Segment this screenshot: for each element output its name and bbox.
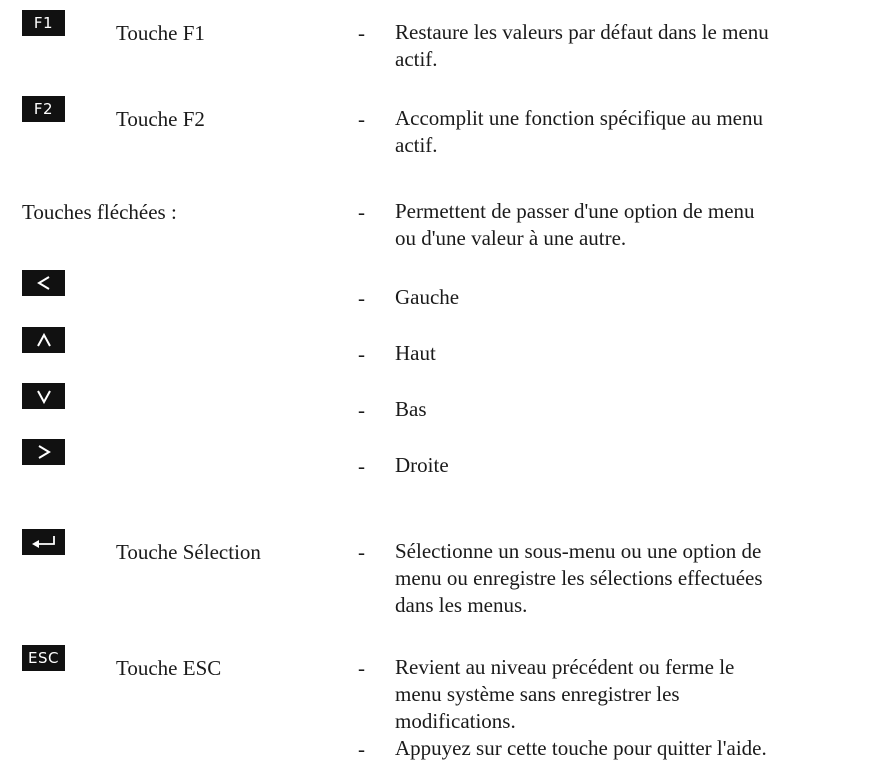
f2-key-label: F2 [33, 100, 54, 118]
esc-description-2: Appuyez sur cette touche pour quitter l'aide. [395, 736, 767, 760]
esc-desc-line: Revient au niveau précédent ou ferme le [395, 655, 735, 679]
arrow-down-key [22, 383, 65, 409]
arrow-left-icon [34, 274, 54, 292]
esc-key [22, 645, 65, 671]
enter-key-icon [30, 534, 58, 550]
enter-desc-line: menu ou enregistre les sélections effectuées [395, 566, 763, 590]
enter-key-name: Touche Sélection [116, 540, 261, 564]
arrow-up-icon [34, 331, 54, 349]
dash-f1: - [358, 21, 365, 45]
arrow-left-key [22, 270, 65, 296]
arrows-desc-line: ou d'une valeur à une autre. [395, 226, 627, 250]
f2-key-name: Touche F2 [116, 107, 205, 131]
esc-desc-line: menu système sans enregistrer les [395, 682, 680, 706]
dash-up: - [358, 342, 365, 366]
arrow-down-icon [34, 387, 54, 405]
dash-right: - [358, 454, 365, 478]
f2-desc-line: Accomplit une fonction spécifique au menu [395, 106, 763, 130]
enter-key [22, 529, 65, 555]
dash-enter: - [358, 540, 365, 564]
arrow-right-icon [34, 443, 54, 461]
left-description: Gauche [395, 285, 460, 309]
esc-description [395, 654, 734, 735]
arrow-keys-description [395, 198, 755, 252]
dash-arrows: - [358, 200, 365, 224]
arrow-keys-heading: Touches fléchées : [22, 200, 177, 224]
esc-key-label: ESC [28, 649, 59, 667]
arrow-up-key [22, 327, 65, 353]
f1-desc-line: Restaure les valeurs par défaut dans le menu [395, 20, 769, 44]
f2-key [22, 96, 65, 122]
dash-f2: - [358, 107, 365, 131]
dash-left: - [358, 286, 365, 310]
dash-esc-2: - [358, 737, 365, 761]
f1-description [395, 19, 769, 73]
esc-key-name: Touche ESC [116, 656, 222, 680]
arrows-desc-line: Permettent de passer d'une option de menu [395, 199, 755, 223]
dash-esc: - [358, 656, 365, 680]
enter-desc-line: dans les menus. [395, 593, 528, 617]
f1-key-label: F1 [33, 14, 54, 32]
up-description: Haut [395, 341, 436, 365]
esc-desc-line: modifications. [395, 709, 516, 733]
f2-desc-line: actif. [395, 133, 438, 157]
arrow-right-key [22, 439, 65, 465]
enter-description [395, 538, 763, 619]
f2-description [395, 105, 763, 159]
down-description: Bas [395, 397, 427, 421]
f1-key-name: Touche F1 [116, 21, 205, 45]
enter-desc-line: Sélectionne un sous-menu ou une option de [395, 539, 762, 563]
f1-desc-line: actif. [395, 47, 438, 71]
right-description: Droite [395, 453, 449, 477]
f1-key [22, 10, 65, 36]
dash-down: - [358, 398, 365, 422]
